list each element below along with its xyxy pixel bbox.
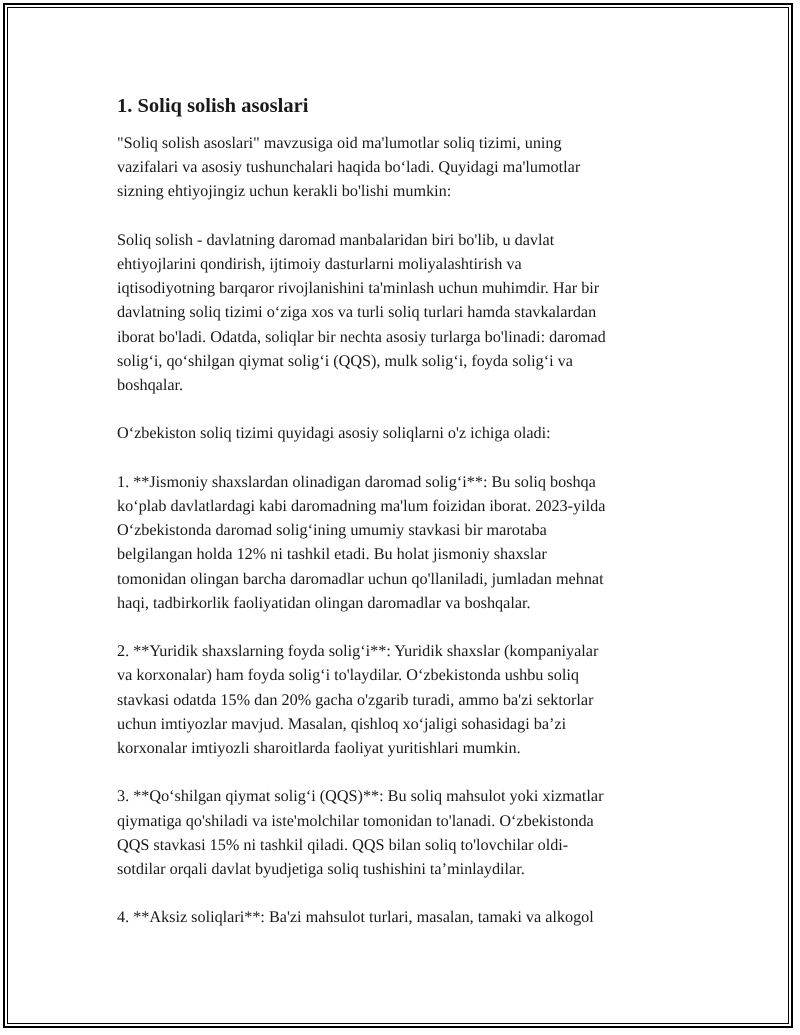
list-item-excise-tax: 4. **Aksiz soliqlari**: Ba'zi mahsulot turlari, masalan, tamaki va alkogol — [117, 908, 594, 927]
section-heading: 1. Soliq solish asoslari — [117, 95, 309, 117]
list-item-profit-tax: 2. **Yuridik shaxslarning foyda solig‘i**: Yuridik shaxslar (kompaniyalar va korxonalar) ham foyda solig‘i to'laydilar. O‘zbekistonda ushbu soliq stavkasi odatda 15% dan 20% gacha o'zgarib turadi, ammo ba'zi sektorlar uchun imtiyozlar mavjud. Masalan, qishloq xo‘jaligi sohasidagi ba’zi korxonalar imtiyozli sharoitlarda faoliyat yuritishlari mumkin. — [117, 642, 599, 758]
definition-paragraph: Soliq solish - davlatning daromad manbalaridan biri bo'lib, u davlat ehtiyojlarini qondirish, ijtimoiy dasturlarni moliyalashtirish va iqtisodiyotning barqaror rivojlanishini ta'minlash uchun muhimdir. Har bir davlatning soliq tizimi o‘ziga xos va turli soliq turlari hamda stavkalardan iborat bo'ladi. Odatda, soliqlar bir nechta asosiy turlarga bo'linadi: daromad solig‘i, qo‘shilgan qiymat solig‘i (QQS), mulk solig‘i, foyda solig‘i va boshqalar. — [117, 230, 606, 395]
document-body — [117, 93, 697, 954]
intro-paragraph: "Soliq solish asoslari" mavzusiga oid ma'lumotlar soliq tizimi, uning vazifalari va asosiy tushunchalari haqida bo‘ladi. Quyidagi ma'lumotlar sizning ehtiyojingiz uchun kerakli bo'lishi mumkin: — [117, 134, 581, 201]
list-item-income-tax: 1. **Jismoniy shaxslardan olinadigan daromad solig‘i**: Bu soliq boshqa ko‘plab davlatlardagi kabi daromadning ma'lum foizidan iborat. 2023-yilda O‘zbekistonda daromad solig‘ining umumiy stavkasi bir marotaba belgilangan holda 12% ni tashkil etadi. Bu holat jismoniy shaxslar tomonidan olingan barcha daromadlar uchun qo'llaniladi, jumladan mehnat haqi, tadbirkorlik faoliyatidan olingan daromadlar va boshqalar. — [117, 472, 606, 612]
list-item-vat: 3. **Qo‘shilgan qiymat solig‘i (QQS)**: Bu soliq mahsulot yoki xizmatlar qiymatiga qo'shiladi va iste'molchilar tomonidan to'lanadi. O‘zbekistonda QQS stavkasi 15% ni tashkil qiladi. QQS bilan soliq to'lovchilar oldi- sotdilar orqali davlat byudjetiga soliq tushishini ta’minlaydilar. — [117, 787, 604, 879]
uzbekistan-intro-paragraph: O‘zbekiston soliq tizimi quyidagi asosiy soliqlarni o'z ichiga oladi: — [117, 424, 551, 443]
